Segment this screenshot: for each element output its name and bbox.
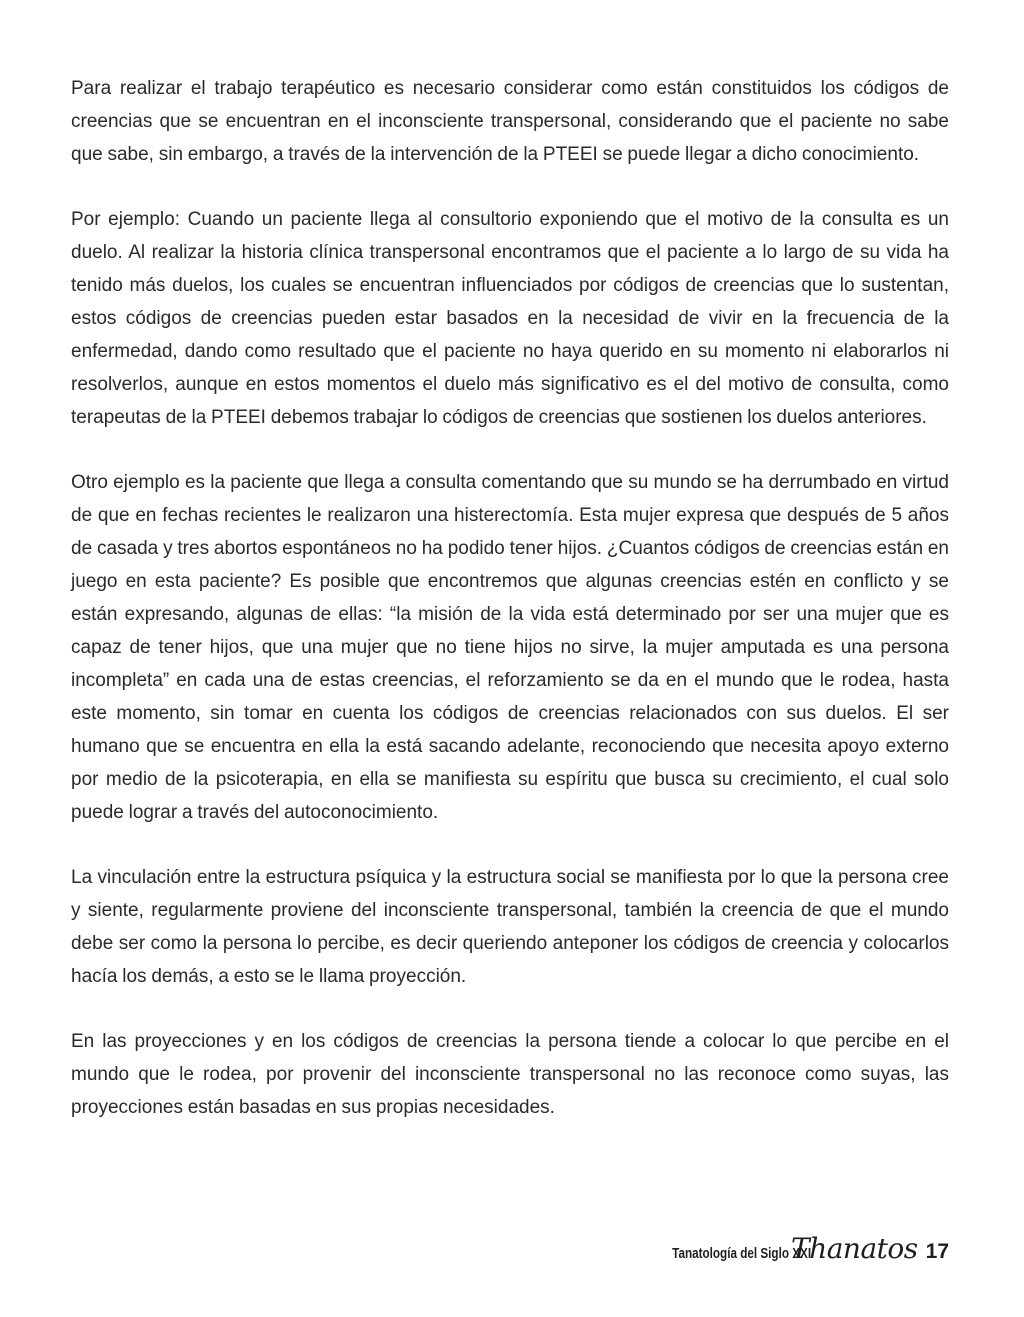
footer-logo: Thanatos (791, 1232, 918, 1265)
paragraph-1: Para realizar el trabajo terapéutico es necesario considerar como están constituidos los códigos de creencias que se encuentran en el inconsciente transpersonal, considerando que el paciente no sabe que sabe, sin embargo, a través de la intervención de la PTEEI se puede llegar a dicho conocimiento. (71, 78, 949, 165)
paragraph-3: Otro ejemplo es la paciente que llega a consulta comentando que su mundo se ha derrumbado en virtud de que en fechas recientes le realizaron una histerectomía. Esta mujer expresa que después de 5 años de casada y tres abortos espontáneos no ha podido tener hijos. ¿Cuantos códigos de creencias están en juego en esta paciente? Es posible que encontremos que algunas creencias estén en conflicto y se están expresando, algunas de ellas: “la misión de la vida está determinado por ser una mujer que es capaz de tener hijos, que una mujer que no tiene hijos no sirve, la mujer amputada es una persona incompleta” en cada una de estas creencias, el reforzamiento se da en el mundo que le rodea, hasta este momento, sin tomar en cuenta los códigos de creencias relacionados con sus duelos. El ser humano que se encuentra en ella la está sacando adelante, reconociendo que necesita apoyo externo por medio de la psicoterapia, en ella se manifiesta su espíritu que busca su crecimiento, el cual solo puede lograr a través del autoconocimiento. (71, 472, 949, 823)
page-body (71, 72, 949, 1156)
page-number: 17 (925, 1240, 949, 1263)
paragraph-2: Por ejemplo: Cuando un paciente llega al consultorio exponiendo que el motivo de la consulta es un duelo. Al realizar la historia clínica transpersonal encontramos que el paciente a lo largo de su vida ha tenido más duelos, los cuales se encuentran influenciados por códigos de creencias que lo sustentan, estos códigos de creencias pueden estar basados en la necesidad de vivir en la frecuencia de la enfermedad, dando como resultado que el paciente no haya querido en su momento ni elaborarlos ni resolverlos, aunque en estos momentos el duelo más significativo es el del motivo de consulta, como terapeutas de la PTEEI debemos trabajar lo códigos de creencias que sostienen los duelos anteriores. (71, 209, 949, 428)
footer-series-title: Tanatología del Siglo XXI (672, 1245, 812, 1262)
page-footer (633, 1232, 949, 1265)
paragraph-5: En las proyecciones y en los códigos de creencias la persona tiende a colocar lo que percibe en el mundo que le rodea, por provenir del inconsciente transpersonal no las reconoce como suyas, las proyecciones están basadas en sus propias necesidades. (71, 1031, 949, 1118)
paragraph-4: La vinculación entre la estructura psíquica y la estructura social se manifiesta por lo que la persona cree y siente, regularmente proviene del inconsciente transpersonal, también la creencia de que el mundo debe ser como la persona lo percibe, es decir queriendo anteponer los códigos de creencia y colocarlos hacía los demás, a esto se le llama proyección. (71, 867, 949, 987)
